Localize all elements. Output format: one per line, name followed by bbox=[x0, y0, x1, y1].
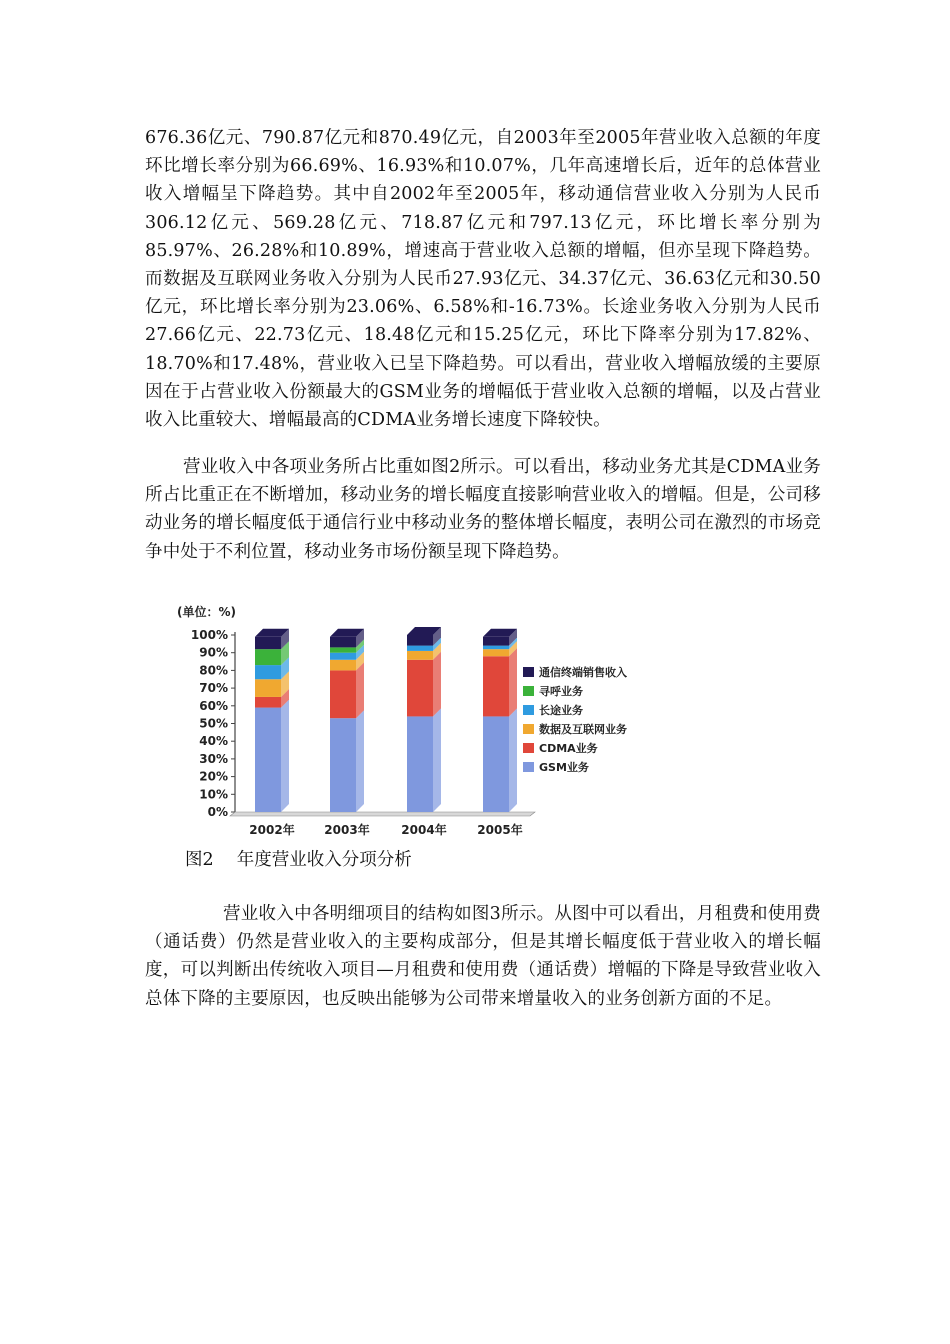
legend-swatch bbox=[523, 724, 534, 734]
bar-segment bbox=[407, 716, 433, 812]
x-category-label: 2005年 bbox=[477, 823, 523, 837]
bar-segment bbox=[483, 646, 509, 650]
legend-swatch bbox=[523, 743, 534, 753]
y-tick-label: 0% bbox=[207, 805, 228, 819]
paragraph-revenue-structure: 营业收入中各明细项目的结构如图3所示。从图中可以看出，月租费和使用费（通话费）仍然是营业收入的主要构成部分，但是其增长幅度低于营业收入的增长幅度，可以判断出传统收入项目—月租费和使用费（通话费）增幅的下降是导致营业收入总体下降的主要原因，也反映出能够为公司带来增量收入的业务创新方面的不足。 bbox=[145, 904, 821, 1009]
legend-label: 通信终端销售收入 bbox=[539, 666, 627, 679]
bar-segment-side bbox=[356, 710, 364, 812]
bar-segment bbox=[255, 708, 281, 812]
chart-unit-label: (单位：%) bbox=[177, 605, 236, 619]
bar-segment bbox=[330, 637, 356, 648]
bar-segment bbox=[330, 718, 356, 812]
y-tick-label: 50% bbox=[199, 716, 228, 731]
y-tick-label: 30% bbox=[199, 751, 228, 766]
bar-segment-side bbox=[509, 708, 517, 812]
legend-label: CDMA业务 bbox=[539, 742, 598, 755]
y-tick-label: 10% bbox=[199, 787, 228, 802]
paragraph-business-share: 营业收入中各项业务所占比重如图2所示。可以看出，移动业务尤其是CDMA业务所占比重正在不断增加，移动业务的增长幅度直接影响营业收入的增幅。但是，公司移动业务的增长幅度低于通信行业中移动业务的整体增长幅度，表明公司在激烈的市场竞争中处于不利位置，移动业务市场份额呈现下降趋势。 bbox=[145, 457, 821, 562]
legend-label: 数据及互联网业务 bbox=[539, 723, 627, 736]
bar-segment bbox=[407, 651, 433, 660]
y-tick-label: 60% bbox=[199, 698, 228, 713]
bar-segment-side bbox=[433, 652, 441, 717]
bar-segment-side bbox=[356, 662, 364, 718]
bar-segment bbox=[255, 665, 281, 679]
legend-swatch bbox=[523, 705, 534, 715]
revenue-breakdown-chart bbox=[175, 600, 627, 845]
bar-segment bbox=[407, 646, 433, 651]
x-category-label: 2003年 bbox=[324, 823, 370, 837]
bar-segment bbox=[483, 637, 509, 646]
bar-segment-side bbox=[281, 700, 289, 812]
bar-segment bbox=[330, 670, 356, 718]
y-tick-label: 40% bbox=[199, 734, 228, 749]
bar-segment bbox=[483, 716, 509, 812]
legend-swatch bbox=[523, 686, 534, 696]
bar-segment bbox=[483, 649, 509, 656]
bar-segment bbox=[407, 660, 433, 717]
legend-swatch bbox=[523, 762, 534, 772]
bar-segment bbox=[255, 697, 281, 708]
bar-segment bbox=[330, 653, 356, 660]
bar-segment bbox=[330, 647, 356, 652]
bar-segment bbox=[407, 635, 433, 646]
y-tick-label: 20% bbox=[199, 769, 228, 784]
legend-label: GSM业务 bbox=[539, 761, 589, 774]
legend-label: 长途业务 bbox=[539, 704, 583, 717]
figure-caption: 图2 年度营业收入分项分析 bbox=[185, 850, 412, 870]
bar-segment bbox=[330, 660, 356, 671]
legend-swatch bbox=[523, 667, 534, 677]
paragraph-revenue-growth: 676.36亿元、790.87亿元和870.49亿元，自2003年至2005年营业收入总额的年度环比增长率分别为66.69%、16.93%和10.07%，几年高速增长后，近年的总体营业收入增幅呈下降趋势。其中自2002年至2005年，移动通信营业收入分别为人民币306.12亿元、569.28亿元、718.87亿元和797.13亿元，环比增长率分别为85.97%、26.28%和10.89%，增速高于营业收入总额的增幅，但亦呈现下降趋势。而数据及互联网业务收入分别为人民币27.93亿元、34.37亿元、36.63亿元和30.50亿元，环比增长率分别为23.06%、6.58%和-16.73%。长途业务收入分别为人民币27.66亿元、22.73亿元、18.48亿元和15.25亿元，环比下降率分别为17.82%、18.70%和17.48%，营业收入已呈下降趋势。可以看出，营业收入增幅放缓的主要原因在于占营业收入份额最大的GSM业务的增幅低于营业收入总额的增幅，以及占营业收入比重较大、增幅最高的CDMA业务增长速度下降较快。 bbox=[145, 128, 821, 431]
chart-floor bbox=[230, 812, 535, 816]
y-tick-label: 90% bbox=[199, 645, 228, 660]
bar-segment bbox=[255, 649, 281, 665]
y-tick-label: 80% bbox=[199, 663, 228, 678]
bar-segment bbox=[255, 679, 281, 697]
bar-segment bbox=[255, 637, 281, 649]
bar-segment-side bbox=[433, 708, 441, 812]
x-category-label: 2002年 bbox=[249, 823, 295, 837]
legend-label: 寻呼业务 bbox=[539, 685, 583, 698]
x-category-label: 2004年 bbox=[401, 823, 447, 837]
bar-segment-side bbox=[509, 648, 517, 716]
bar-segment bbox=[483, 656, 509, 716]
y-tick-label: 70% bbox=[199, 681, 228, 696]
y-tick-label: 100% bbox=[190, 628, 228, 642]
